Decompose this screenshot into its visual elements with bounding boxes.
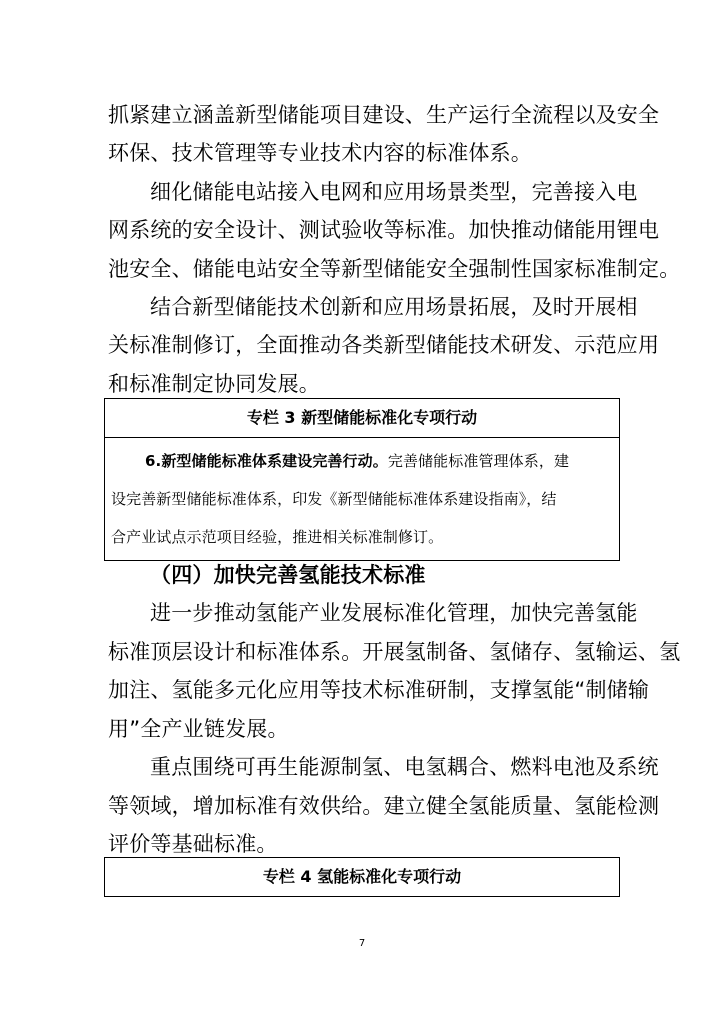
paragraph-2-line-3: 池安全、储能电站安全等新型储能安全强制性国家标准制定。 — [108, 257, 681, 281]
column-box-3-lead: 6.新型储能标准体系建设完善行动。 — [145, 452, 388, 470]
section-4-paragraph-2-line-3: 评价等基础标准。 — [108, 832, 278, 856]
column-box-3-line-1 — [111, 442, 613, 480]
paragraph-3-line-3: 和标准制定协同发展。 — [108, 372, 320, 396]
section-4-paragraph-1-line-4: 用”全产业链发展。 — [108, 717, 289, 741]
section-4-paragraph-1-line-2: 标准顶层设计和标准体系。开展氢制备、氢储存、氢输运、氢 — [108, 640, 681, 664]
column-box-3-line-3: 合产业试点示范项目经验，推进相关标准制修订。 — [111, 528, 444, 546]
column-box-4-title: 专栏 4 氢能标准化专项行动 — [262, 867, 462, 886]
column-box-4 — [104, 857, 620, 897]
section-4-paragraph-1-line-1: 进一步推动氢能产业发展标准化管理，加快完善氢能 — [150, 601, 638, 625]
section-4-paragraph-1-line-3: 加注、氢能多元化应用等技术标准研制，支撑氢能“制储输 — [108, 678, 650, 702]
section-4-heading: （四）加快完善氢能技术标准 — [150, 563, 426, 587]
column-box-3-line-2: 设完善新型储能标准体系，印发《新型储能标准体系建设指南》，结 — [111, 490, 557, 508]
paragraph-1-line-2: 环保、技术管理等专业技术内容的标准体系。 — [108, 141, 532, 165]
column-box-3 — [104, 398, 620, 561]
column-box-3-title: 专栏 3 新型储能标准化专项行动 — [246, 408, 478, 427]
paragraph-2-line-2: 网系统的安全设计、测试验收等标准。加快推动储能用锂电 — [108, 218, 660, 242]
section-4-paragraph-2-line-1: 重点围绕可再生能源制氢、电氢耦合、燃料电池及系统 — [150, 755, 659, 779]
page-number: 7 — [358, 938, 366, 949]
paragraph-2-line-1: 细化储能电站接入电网和应用场景类型，完善接入电 — [150, 180, 638, 204]
column-box-3-line-1-rest: 完善储能标准管理体系，建 — [387, 452, 570, 470]
paragraph-3-line-1: 结合新型储能技术创新和应用场景拓展，及时开展相 — [150, 295, 638, 319]
paragraph-1-line-1: 抓紧建立涵盖新型储能项目建设、生产运行全流程以及安全 — [108, 103, 660, 127]
section-4-paragraph-2-line-2: 等领域，增加标准有效供给。建立健全氢能质量、氢能检测 — [108, 794, 660, 818]
column-box-3-body — [105, 437, 619, 560]
paragraph-3-line-2: 关标准制修订，全面推动各类新型储能技术研发、示范应用 — [108, 333, 660, 357]
